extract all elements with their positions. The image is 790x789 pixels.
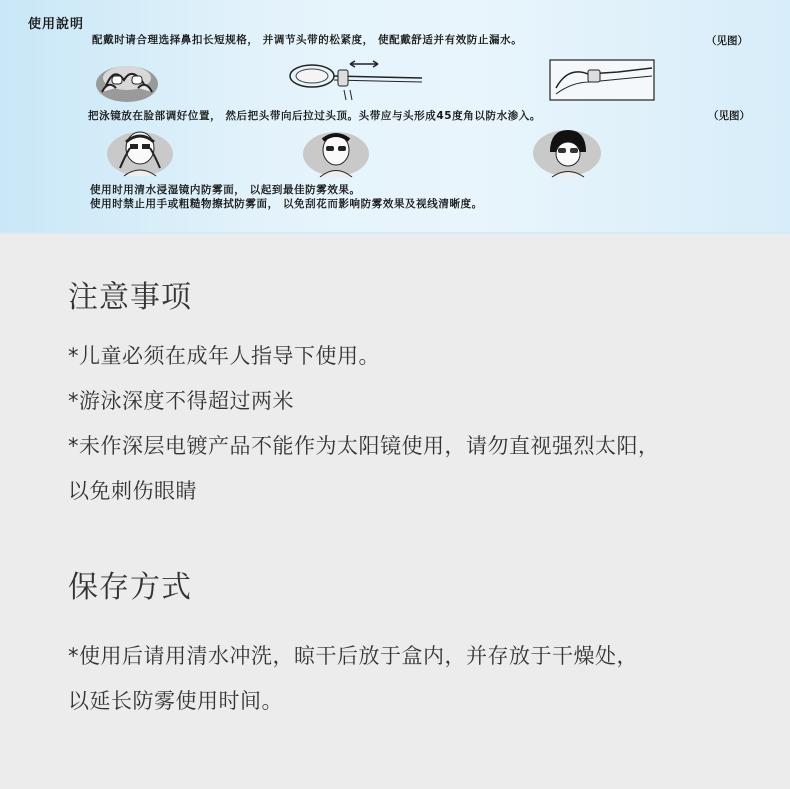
hands-goggles-illustration bbox=[94, 58, 164, 104]
storage-item-1-continued: 以延长防雾使用时间。 bbox=[68, 689, 283, 713]
instruction-line-4: 使用时禁止用手或粗糙物擦拭防雾面， 以免刮花而影响防雾效果及视线清晰度。 bbox=[90, 198, 483, 210]
instruction-line-1-ref: （见图） bbox=[706, 35, 748, 47]
notes-list bbox=[68, 334, 660, 514]
person-swim-cap-illustration bbox=[532, 126, 602, 178]
notes-section bbox=[68, 272, 192, 316]
storage-section bbox=[68, 562, 192, 606]
notes-item-1: *儿童必须在成年人指导下使用。 bbox=[68, 344, 380, 368]
person-wearing-goggles-illustration-2 bbox=[302, 128, 370, 178]
notes-item-3: *未作深层电镀产品不能作为太阳镜使用，请勿直视强烈太阳， bbox=[68, 434, 660, 458]
instruction-line-2-ref: （见图） bbox=[708, 110, 750, 122]
banner-title: 使用說明 bbox=[28, 17, 85, 32]
storage-item-1: *使用后请用清水冲洗，晾干后放于盒内，并存放于干燥处， bbox=[68, 644, 638, 668]
notes-heading: 注意事项 bbox=[68, 280, 192, 315]
instruction-line-1: 配戴时请合理选择鼻扣长短规格， 并调节头带的松紧度， 使配戴舒适并有效防止漏水。 bbox=[92, 34, 523, 46]
nose-bridge-illustration bbox=[548, 58, 658, 102]
storage-list bbox=[68, 634, 638, 724]
notes-item-3-continued: 以免刺伤眼睛 bbox=[68, 479, 197, 503]
instruction-line-3: 使用时用清水浸湿镜内防雾面， 以起到最佳防雾效果。 bbox=[90, 184, 361, 196]
instruction-line-2: 把泳镜放在脸部调好位置， 然后把头带向后拉过头顶。头带应与头形成45度角以防水渗入。 bbox=[88, 110, 541, 122]
notes-item-2: *游泳深度不得超过两米 bbox=[68, 389, 294, 413]
instructions-banner bbox=[0, 0, 790, 234]
goggles-strap-illustration bbox=[288, 56, 428, 102]
person-wearing-goggles-illustration-1 bbox=[106, 128, 174, 178]
storage-heading: 保存方式 bbox=[68, 570, 192, 605]
